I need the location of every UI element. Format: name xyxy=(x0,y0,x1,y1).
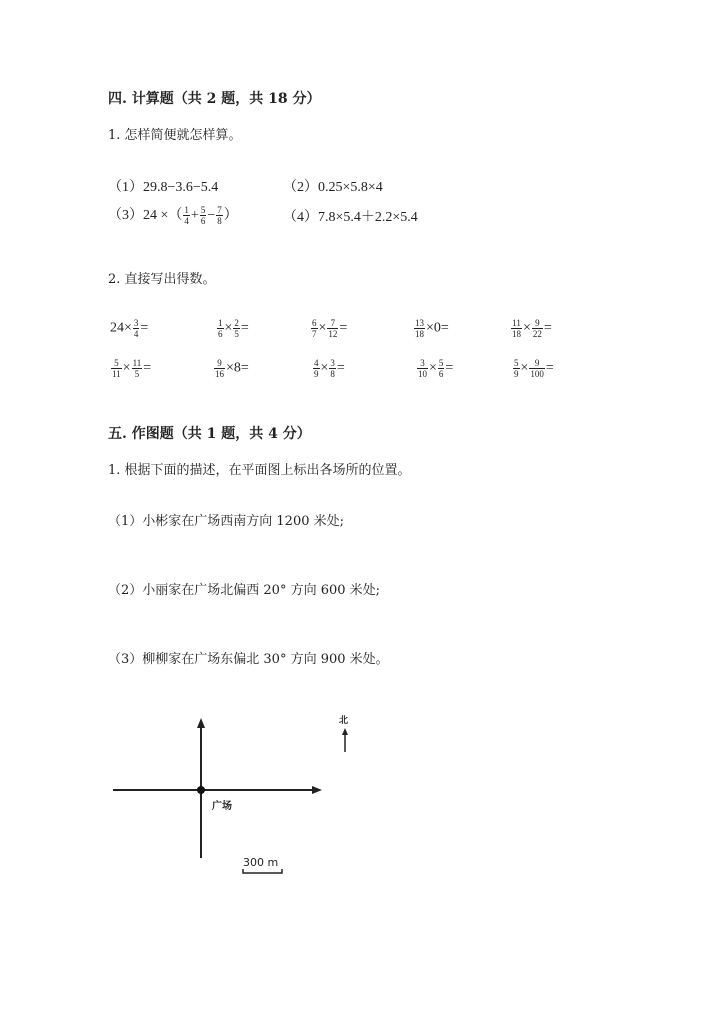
north-axis-arrow-icon xyxy=(197,718,205,728)
denominator: 18 xyxy=(512,329,521,339)
denominator: 8 xyxy=(217,216,222,227)
denominator: 12 xyxy=(328,329,338,339)
denominator: 22 xyxy=(532,329,542,339)
numerator: 5 xyxy=(200,205,206,216)
expression-text: × xyxy=(320,360,329,376)
east-axis-arrow-icon xyxy=(312,786,322,794)
denominator: 5 xyxy=(234,329,239,339)
expression-text: ） xyxy=(223,208,238,223)
expression-text: （4）7.8×5.4＋2.2×5.4 xyxy=(283,210,418,225)
denominator: 18 xyxy=(415,329,424,339)
denominator: 16 xyxy=(215,369,224,379)
numerator: 5 xyxy=(438,358,444,368)
denominator: 4 xyxy=(184,216,189,227)
numerator: 6 xyxy=(312,318,317,328)
description-1: （1）小彬家在广场西南方向 1200 米处; xyxy=(108,514,344,529)
expression-text: 24× xyxy=(110,320,132,336)
denominator: 100 xyxy=(530,369,544,379)
expression-text: ×8= xyxy=(226,360,249,376)
expression-text: − xyxy=(207,208,216,223)
denominator: 11 xyxy=(112,369,121,379)
denominator: 8 xyxy=(330,369,335,379)
expression-text: = xyxy=(543,320,552,336)
square-point xyxy=(197,786,205,794)
numerator: 13 xyxy=(415,318,424,328)
denominator: 6 xyxy=(438,369,444,379)
denominator: 9 xyxy=(314,369,319,379)
numerator: 1 xyxy=(218,318,223,328)
numerator: 4 xyxy=(314,358,319,368)
expression-text: × xyxy=(523,320,531,336)
expression-text: = xyxy=(240,320,249,336)
section-5-title: 五. 作图题（共 1 题，共 4 分） xyxy=(108,426,311,442)
denominator: 9 xyxy=(514,369,519,379)
numerator: 3 xyxy=(330,358,335,368)
drawing-question-prompt: 1. 根据下面的描述，在平面图上标出各场所的位置。 xyxy=(108,463,411,478)
expression-text: = xyxy=(445,360,454,376)
expression-text: （1）29.8−3.6−5.4 xyxy=(108,180,219,195)
denominator: 5 xyxy=(134,369,140,379)
section-4-title: 四. 计算题（共 2 题，共 18 分） xyxy=(108,91,321,107)
question-2-prompt: 2. 直接写出得数。 xyxy=(108,272,216,287)
north-indicator xyxy=(339,714,348,752)
expression-text: × xyxy=(122,360,131,376)
scale-label: 300 m xyxy=(243,856,279,869)
expression-text: （3）24 ×（ xyxy=(108,208,183,223)
denominator: 6 xyxy=(200,216,206,227)
denominator: 7 xyxy=(312,329,317,339)
expression-text: = xyxy=(545,360,554,376)
numerator: 11 xyxy=(512,318,521,328)
square-label: 广场 xyxy=(212,801,232,812)
numerator: 9 xyxy=(532,318,543,329)
numerator: 11 xyxy=(132,358,142,368)
description-3: （3）柳柳家在广场东偏北 30° 方向 900 米处。 xyxy=(108,652,389,667)
expression-text: = xyxy=(339,320,348,336)
expression-text: （2）0.25×5.8×4 xyxy=(283,180,383,195)
expression-text: + xyxy=(190,208,199,223)
numerator: 7 xyxy=(217,205,222,216)
numerator: 1 xyxy=(184,205,189,216)
numerator: 3 xyxy=(417,358,428,369)
expression-text: × xyxy=(224,320,233,336)
north-label: 北 xyxy=(339,716,349,726)
horizontal-axis xyxy=(113,786,322,794)
numerator: 5 xyxy=(514,358,519,368)
numerator: 5 xyxy=(111,358,122,369)
numerator: 3 xyxy=(133,318,139,328)
expression-text: = xyxy=(140,320,149,336)
numerator: 9 xyxy=(529,358,545,369)
numerator: 2 xyxy=(234,318,239,328)
expression-text: ×0= xyxy=(426,320,449,336)
expression-text: × xyxy=(520,360,529,376)
expression-text: × xyxy=(318,320,327,336)
expression-text: = xyxy=(336,360,345,376)
scale-bar xyxy=(243,856,282,873)
question-1-prompt: 1. 怎样简便就怎样算。 xyxy=(108,128,242,143)
denominator: 4 xyxy=(133,329,139,339)
denominator: 6 xyxy=(218,329,223,339)
numerator: 9 xyxy=(214,358,225,369)
description-2: （2）小丽家在广场北偏西 20° 方向 600 米处; xyxy=(108,583,381,598)
denominator: 10 xyxy=(418,369,427,379)
expression-text: = xyxy=(143,360,152,376)
expression-text: × xyxy=(429,360,437,376)
numerator: 7 xyxy=(327,318,338,329)
